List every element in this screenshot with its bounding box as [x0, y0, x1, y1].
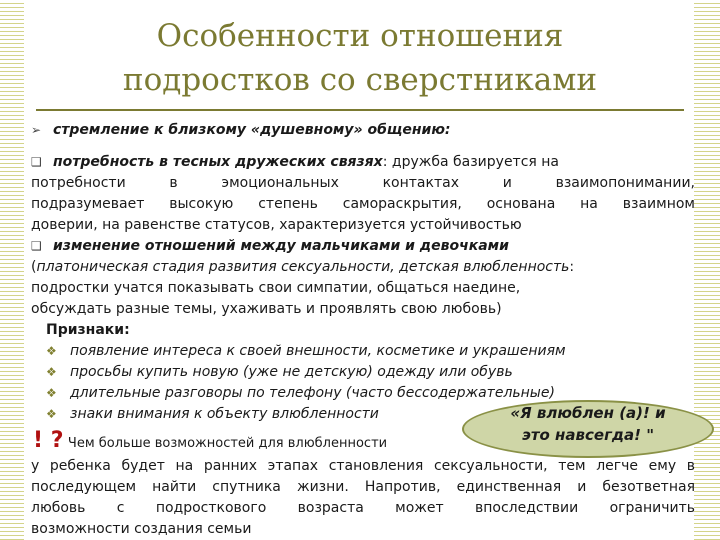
sign-item-text: появление интереса к своей внешности, косметике и украшениям — [70, 343, 566, 359]
final-line-5: возможности создания семьи — [31, 521, 252, 537]
bullet-2-rest: : дружба базируется на — [382, 154, 560, 170]
exclaim-question-icon: ! ? — [33, 428, 64, 453]
bullet-2-line-3: подразумевает высокую степень самораскрытия, основана на взаимном — [31, 196, 695, 212]
right-stripe-decoration — [694, 0, 720, 540]
square-bullet-icon: ❑ — [31, 155, 42, 169]
final-line-3: последующем найти спутника жизни. Напротив, единственная и безответная — [31, 479, 695, 495]
left-stripe-decoration — [0, 0, 24, 540]
slide-title — [40, 14, 680, 102]
final-line-2: у ребенка будет на ранних этапах становления сексуальности, тем легче ему в — [31, 458, 695, 474]
title-divider — [36, 109, 684, 111]
bullet-2 — [31, 152, 695, 172]
bullet-2-line-4: доверии, на равенстве статусов, характеризуется устойчивостью — [31, 217, 522, 233]
diamond-bullet-icon: ❖ — [46, 386, 57, 400]
sign-item-text: длительные разговоры по телефону (часто бессодержательные) — [70, 385, 555, 401]
callout-line-2: это навсегда! " — [521, 426, 655, 444]
sign-item — [46, 362, 695, 382]
paren-open: ( — [31, 259, 37, 275]
title-line-2: подростков со сверстниками — [122, 62, 598, 98]
bullet-3-line-1 — [31, 257, 695, 277]
diamond-bullet-icon: ❖ — [46, 365, 57, 379]
sign-item — [46, 341, 695, 361]
square-bullet-icon: ❑ — [31, 239, 42, 253]
bullet-3 — [31, 236, 695, 256]
bullet-3-bold: изменение отношений между мальчиками и девочками — [53, 238, 509, 254]
arrow-bullet-icon: ➢ — [31, 123, 42, 137]
bullet-3-line-3: обсуждать разные темы, ухаживать и проявлять свою любовь) — [31, 301, 502, 317]
sign-item-text: просьбы купить новую (уже не детскую) одежду или обувь — [70, 364, 513, 380]
final-line-4: любовь с подросткового возраста может впоследствии ограничить — [31, 500, 695, 516]
bullet-1 — [31, 120, 695, 140]
final-line-1-text: Чем больше возможностей для влюбленности — [67, 436, 388, 451]
bullet-1-text: стремление к близкому «душевному» общению: — [53, 122, 451, 138]
bullet-3-line-2: подростки учатся показывать свои симпатии, общаться наедине, — [31, 280, 521, 296]
diamond-bullet-icon: ❖ — [46, 407, 57, 421]
colon: : — [569, 259, 575, 275]
callout-bubble — [462, 400, 714, 458]
bullet-2-line-2: потребности в эмоциональных контактах и взаимопонимании, — [31, 175, 695, 191]
bullet-3-italic: платоническая стадия развития сексуальности, детская влюбленность — [36, 259, 570, 275]
title-line-1: Особенности отношения — [156, 18, 564, 54]
sign-item-text: знаки внимания к объекту влюбленности — [70, 406, 379, 422]
callout-line-1: «Я влюблен (а)! и — [510, 404, 666, 422]
bullet-2-bold: потребность в тесных дружеских связях — [53, 154, 383, 170]
diamond-bullet-icon: ❖ — [46, 344, 57, 358]
signs-heading: Признаки: — [46, 322, 130, 338]
